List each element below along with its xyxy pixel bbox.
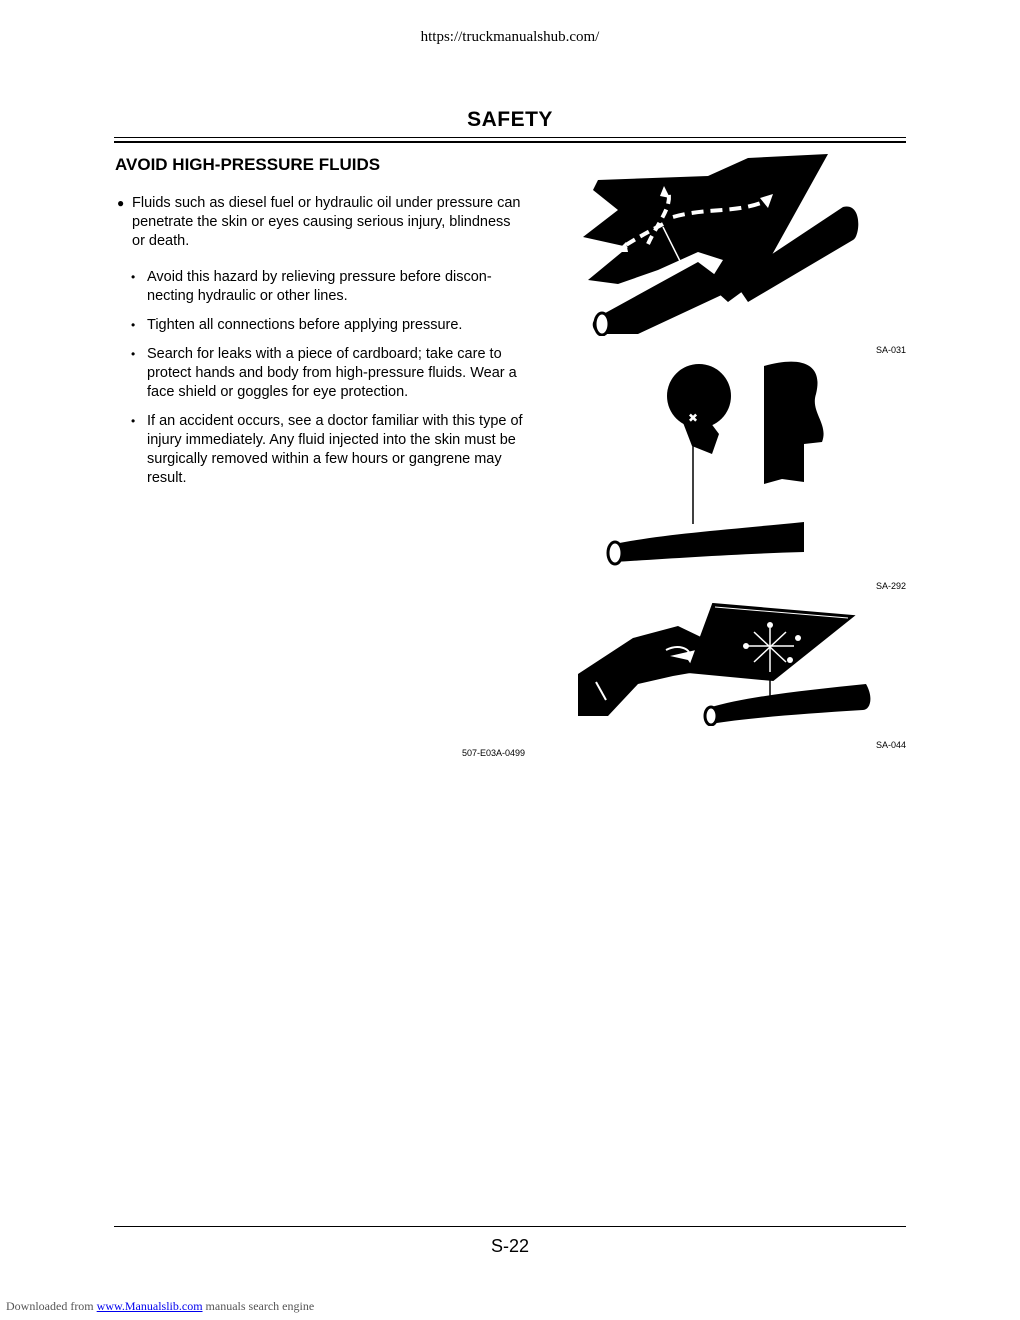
page-heading: AVOID HIGH-PRESSURE FLUIDS	[115, 155, 381, 174]
footer-rule	[114, 1226, 906, 1227]
sub-bullet-text: Search for leaks with a piece of cardboard; take care to protect hands and body from high-pressure fluids. Wear a face shield or goggles for eye protection.	[147, 346, 517, 400]
header-url[interactable]: https://truckmanualshub.com/	[420, 29, 600, 45]
cardboard-leak-search-illustration	[578, 598, 874, 726]
sub-bullet	[131, 268, 527, 306]
download-footer	[6, 1299, 314, 1314]
footer-prefix: Downloaded from	[6, 1299, 94, 1313]
bullet-dot-icon: ●	[117, 196, 125, 210]
main-bullet	[117, 194, 527, 251]
figure-code: SA-031	[876, 345, 907, 355]
bullet-small-dot-icon: •	[131, 414, 136, 428]
footer-suffix: manuals search engine	[205, 1299, 315, 1313]
header-rule-thick	[114, 141, 906, 143]
sub-bullet-text: If an accident occurs, see a doctor familiar with this type of injury immediately. Any fluid injected into the skin must be surgically removed within a few hours or gangrene may result.	[147, 413, 523, 486]
face-eye-injury-illustration	[604, 354, 832, 570]
svg-text:✖: ✖	[688, 411, 699, 425]
fluid-penetration-hand-illustration	[578, 152, 860, 336]
bullet-small-dot-icon: •	[131, 347, 136, 361]
sub-bullet	[131, 316, 527, 335]
figure-code: SA-292	[876, 581, 907, 591]
figure-code: SA-044	[876, 740, 907, 750]
header-rule-thin	[114, 137, 906, 138]
document-code: 507-E03A-0499	[462, 748, 526, 758]
main-bullet-text: Fluids such as diesel fuel or hydraulic oil under pressure can penetrate the skin or eyes causing serious injury, blindness or death.	[132, 195, 521, 249]
body-text	[117, 194, 527, 498]
sub-bullet	[131, 412, 527, 488]
manualslib-link[interactable]: www.Manualslib.com	[96, 1299, 203, 1313]
section-title: SAFETY	[467, 108, 553, 131]
bullet-small-dot-icon: •	[131, 270, 136, 284]
sub-bullet-text: Tighten all connections before applying pressure.	[147, 317, 463, 333]
bullet-small-dot-icon: •	[131, 318, 136, 332]
sub-bullet	[131, 345, 527, 402]
page-number: S-22	[490, 1236, 530, 1256]
sub-bullet-text: Avoid this hazard by relieving pressure before discon-necting hydraulic or other lines.	[147, 269, 492, 304]
